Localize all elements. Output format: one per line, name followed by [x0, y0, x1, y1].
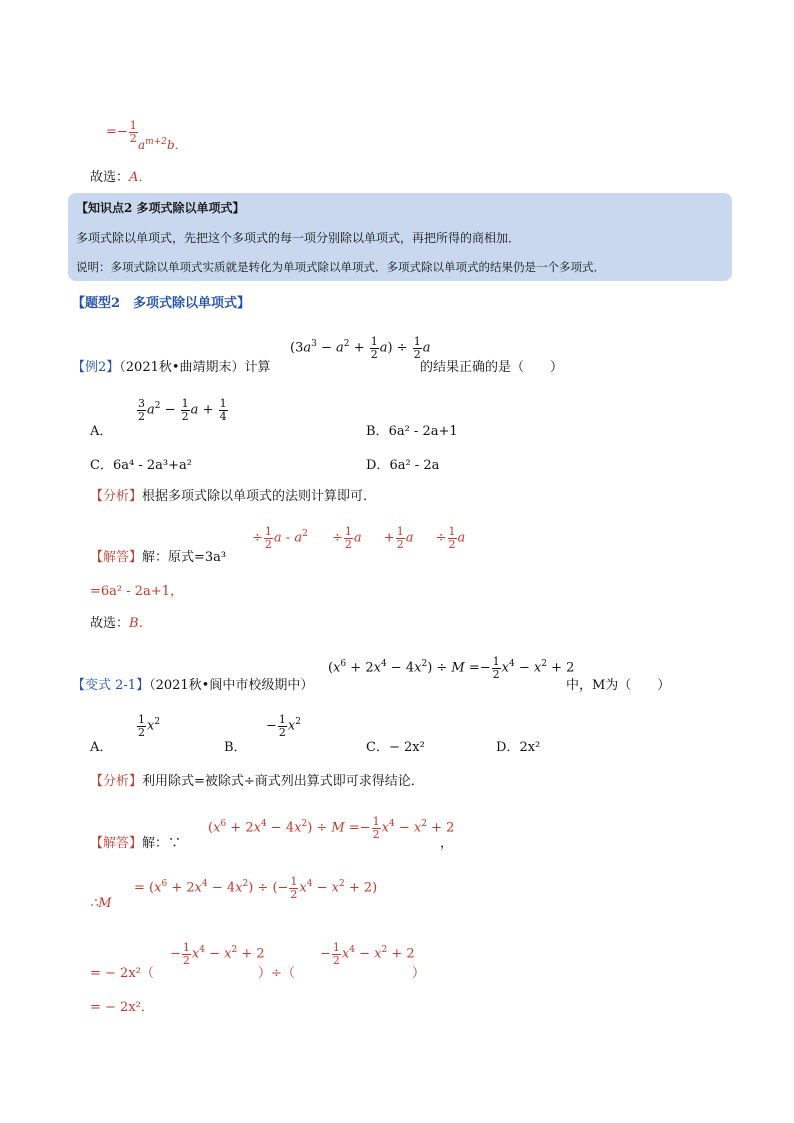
example2-question	[72, 356, 271, 375]
answer-value: A．	[129, 170, 152, 185]
solution-tag: 【解答】	[90, 550, 143, 565]
variant-question	[72, 674, 313, 693]
prev-fraction	[129, 120, 138, 144]
step3-second-group: − $\frac{1}{2}$ $x^4 - x^2 + 2$	[320, 941, 415, 967]
option-d-label: D．	[496, 740, 520, 755]
solution-text: 解：∵	[142, 836, 182, 851]
knowledge-rule: 多项式除以单项式，先把这个多项式的每一项分别除以单项式，再把所得的商相加．	[76, 231, 521, 245]
option-c-label: C．	[366, 740, 389, 755]
step3-mid: ）÷（	[258, 966, 295, 981]
option-b-expression: − $\frac{1}{2}$ $x^2$	[266, 713, 301, 739]
option-c-text: 6a⁴ - 2a³+a²	[112, 458, 192, 473]
analysis-tag: 【分析】	[90, 774, 143, 789]
solution-therefore: ∴M	[90, 896, 112, 911]
prev-exponent: m+2	[145, 137, 167, 147]
example2-expression: ($3a^3 - a^2$ + $\frac{1}{2}$ a) ÷ $\frac{1}{2}$ a	[290, 335, 431, 361]
variant-suffix: 中，M为（ ）	[566, 678, 671, 693]
prev-answer-line	[90, 166, 151, 185]
variant-tag: 【变式 2-1】	[72, 678, 150, 693]
prev-result-line	[106, 120, 139, 144]
analysis-text: 根据多项式除以单项式的法则计算即可．	[142, 489, 377, 504]
step3-end: ）	[412, 966, 426, 981]
option-d-text: 2x²	[519, 740, 541, 755]
answer-label: 故选：	[90, 170, 130, 185]
option-a-label[interactable]: A．	[90, 740, 113, 755]
frac-den: 2	[129, 131, 137, 145]
option-b-label: B．	[366, 424, 389, 439]
example2-source: （2021秋•曲靖期末）计算	[119, 360, 271, 375]
topic-title: 【题型2 多项式除以单项式】	[72, 296, 251, 311]
variant-source: （2021秋•阆中市校级期中）	[149, 678, 314, 693]
solution-division-terms: ÷ $\frac{1}{2}$ a - $a^2$ ÷ $\frac{1}{2}$ a + $\frac{1}{2}$ a ÷ $\frac{1}{2}$ a	[252, 525, 466, 551]
option-d[interactable]	[496, 736, 540, 755]
solution-given-expression: $(x^6 + 2x^4 - 4x^2) \div M$ =− $\frac{1}{2}$ $x^4 - x^2 + 2$	[208, 815, 455, 841]
option-c[interactable]	[366, 736, 425, 755]
example2-step2: =6a² - 2a+1，	[90, 584, 183, 599]
option-b-text: 6a² - 2a+1	[388, 424, 458, 439]
variant-solution	[90, 832, 181, 851]
example2-suffix: 的结果正确的是（ ）	[420, 360, 564, 375]
option-a-expression: $\frac{3}{2}$ $a^2$ − $\frac{1}{2}$ a + $\frac{1}{4}$	[138, 397, 227, 423]
option-b[interactable]	[366, 420, 458, 439]
answer-value: B．	[129, 616, 152, 631]
step3-first-group: − $\frac{1}{2}$ $x^4 - x^2 + 2$	[170, 941, 265, 967]
analysis-tag: 【分析】	[90, 489, 143, 504]
frac-num: 1	[129, 119, 137, 132]
example2-tag: 【例2】	[72, 360, 120, 375]
option-d[interactable]	[366, 454, 439, 473]
option-d-text: 6a² - 2a	[389, 458, 440, 473]
option-c-label: C．	[90, 458, 113, 473]
example2-solution	[90, 546, 226, 565]
example2-analysis	[90, 485, 376, 504]
prev-result-tail	[138, 136, 187, 153]
prev-tail-var2: b．	[166, 138, 187, 152]
prev-result-prefix: =−	[106, 124, 128, 140]
knowledge-title: 【知识点2 多项式除以单项式】	[76, 201, 245, 215]
step3-prefix: = − 2x²（	[90, 966, 154, 981]
option-d-label: D．	[366, 458, 390, 473]
knowledge-note: 说明：多项式除以单项式实质就是转化为单项式除以单项式．多项式除以单项式的结果仍是一个多项式．	[76, 260, 605, 274]
option-c[interactable]	[90, 454, 192, 473]
solution-text: 解：原式=3a³	[142, 550, 227, 565]
solution-m-expression: = $(x^6 + 2x^4 - 4x^2)$ ÷ (− $\frac{1}{2}$ $x^4 - x^2 + 2$)	[134, 875, 378, 901]
example2-answer	[90, 612, 152, 631]
option-a-label[interactable]: A．	[90, 424, 113, 439]
step4-result: = − 2x²．	[90, 1000, 154, 1015]
option-b-label[interactable]: B．	[224, 740, 247, 755]
knowledge-box	[68, 193, 732, 281]
solution-comma: ，	[440, 836, 454, 851]
prev-tail-var: a	[138, 138, 146, 152]
variant-expression: $(x^6 + 2x^4 - 4x^2) \div M$ =− $\frac{1}{2}$ $x^4 - x^2 + 2$	[328, 655, 575, 681]
option-c-text: − 2x²	[388, 740, 425, 755]
solution-tag: 【解答】	[90, 836, 143, 851]
variant-analysis	[90, 770, 424, 789]
answer-label: 故选：	[90, 616, 130, 631]
option-a-expression: $\frac{1}{2}$ $x^2$	[138, 713, 161, 739]
analysis-text: 利用除式=被除式÷商式列出算式即可求得结论．	[142, 774, 424, 789]
